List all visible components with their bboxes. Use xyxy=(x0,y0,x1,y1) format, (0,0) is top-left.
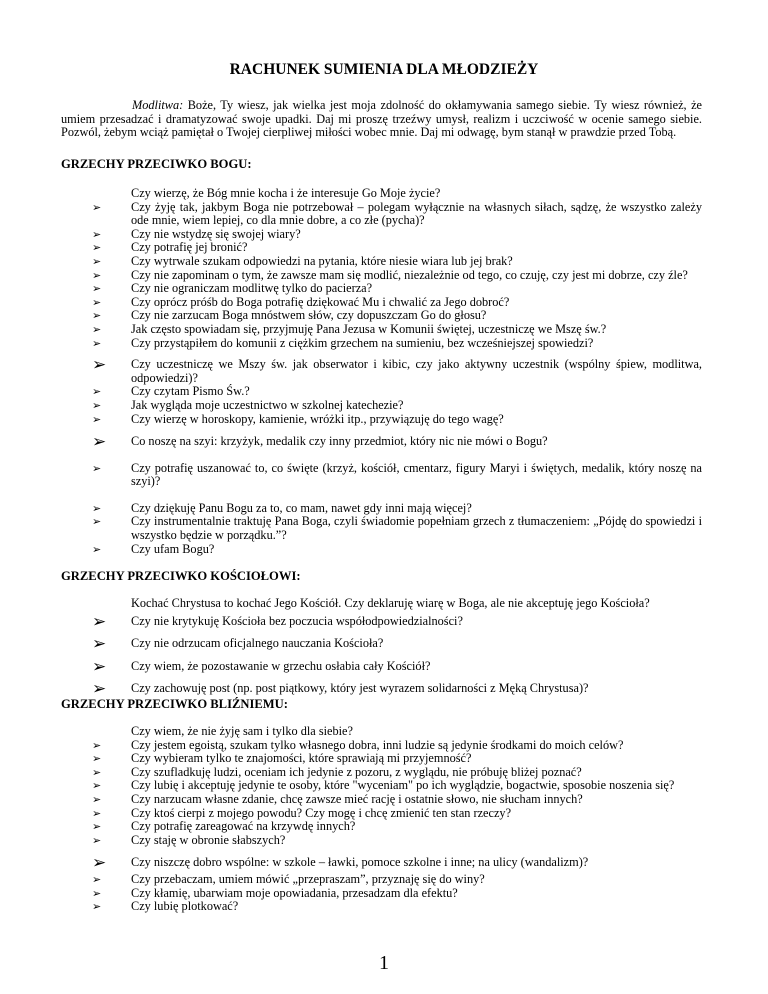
bullet-arrow-icon: ➢ xyxy=(92,886,102,900)
list-item: ➢ Czy staję w obronie słabszych? xyxy=(92,832,286,847)
list-item: ➢ Czy lubię i akceptuję jedynie te osoby, które "wyceniam" po ich wyglądzie, bogactwie, sposobie noszenia się? xyxy=(92,778,675,793)
list-item: ➢ Czy nie wstydzę się swojej wiary? xyxy=(92,226,301,241)
bullet-arrow-icon: ➢ xyxy=(92,515,102,529)
bullet-arrow-icon: ➢ xyxy=(92,241,102,255)
list-item: ➢ Czy potrafię uszanować to, co święte (krzyż, kościół, cmentarz, figury Maryi i świętych, medalik, który noszę na szyi)? xyxy=(92,460,702,489)
bullet-arrow-icon: ➢ xyxy=(92,398,102,412)
list-item-lead: Kochać Chrystusa to kochać Jego Kościół. Czy deklaruję wiarę w Boga, ale nie akceptuję jego Kościoła? xyxy=(131,596,650,610)
bullet-arrow-icon: ➢ xyxy=(92,872,102,886)
list-item: ➢ Czy uczestniczę we Mszy św. jak obserwator i kibic, czy jako aktywny uczestnik (wspólny śpiew, modlitwa, odpowiedzi)? xyxy=(92,355,702,385)
list-item: ➢ Czy żyję tak, jakbym Boga nie potrzebował – polegam wyłącznie na własnych siłach, sądzę, że wszystko zależy ode mnie, wiem lepiej, co dla mnie dobre, a co złe (pycha)? xyxy=(92,199,702,228)
bullet-arrow-icon: ➢ xyxy=(92,611,107,632)
list-item: ➢ Czy przystąpiłem do komunii z ciężkim grzechem na sumieniu, bez wcześniejszej spowiedzi? xyxy=(92,335,594,350)
list-item: ➢ Czy kłamię, ubarwiam moje opowiadania, przesadzam dla efektu? xyxy=(92,885,458,900)
bullet-arrow-icon: ➢ xyxy=(92,355,107,376)
list-item: ➢ Czy narzucam własne zdanie, chcę zawsze mieć rację i ostatnie słowo, nie słucham innych? xyxy=(92,791,583,806)
list-item: Czy wierzę, że Bóg mnie kocha i że interesuje Go Moje życie? xyxy=(131,186,441,200)
bullet-arrow-icon: ➢ xyxy=(92,501,102,515)
list-item: ➢ Czy instrumentalnie traktuję Pana Boga, czyli świadomie popełniam grzech z tłumaczeniem: „Pójdę do spowiedzi i wszystko będzie w porządku.”? xyxy=(92,514,702,543)
bullet-arrow-icon: ➢ xyxy=(92,461,102,475)
list-church xyxy=(92,596,702,700)
list-item: ➢ Czy szufladkuję ludzi, oceniam ich jedynie z pozoru, z wyglądu, nie próbuję bliżej poznać? xyxy=(92,764,582,779)
intro-prayer xyxy=(61,99,702,140)
section-heading-god: GRZECHY PRZECIWKO BOGU: xyxy=(61,157,252,171)
bullet-arrow-icon: ➢ xyxy=(92,295,102,309)
list-item: ➢ Czy dziękuję Panu Bogu za to, co mam, nawet gdy inni mają więcej? xyxy=(92,500,472,515)
prayer-label: Modlitwa: xyxy=(132,98,184,112)
list-item: ➢ Czy nie ograniczam modlitwę tylko do pacierza? xyxy=(92,281,373,296)
list-item: ➢ Czy nie zapominam o tym, że zawsze mam się modlić, niezależnie od tego, co czuję, czy jest mi dobrze, czy źle? xyxy=(92,267,688,282)
list-item: ➢ Jak często spowiadam się, przyjmuję Pana Jezusa w Komunii świętej, uczestniczę we Mszę św.? xyxy=(92,321,607,336)
list-item: ➢ Czy jestem egoistą, szukam tylko własnego dobra, inni ludzie są jedynie środkami do moich celów? xyxy=(92,737,624,752)
bullet-arrow-icon: ➢ xyxy=(92,336,102,350)
list-item-lead: Czy wiem, że nie żyję sam i tylko dla siebie? xyxy=(131,724,353,738)
bullet-arrow-icon: ➢ xyxy=(92,765,102,779)
bullet-arrow-icon: ➢ xyxy=(92,254,102,268)
list-item: ➢ Czy oprócz próśb do Boga potrafię dziękować Mu i chwalić za Jego dobroć? xyxy=(92,294,510,309)
bullet-arrow-icon: ➢ xyxy=(92,268,102,282)
document-title: RACHUNEK SUMIENIA DLA MŁODZIEŻY xyxy=(229,61,539,78)
bullet-arrow-icon: ➢ xyxy=(92,820,102,834)
bullet-arrow-icon: ➢ xyxy=(92,385,102,399)
list-item: ➢ Czy zachowuję post (np. post piątkowy, który jest wyrazem solidarności z Męką Chrystusa)? xyxy=(92,679,589,700)
list-neighbour xyxy=(92,725,702,914)
bullet-arrow-icon: ➢ xyxy=(92,227,102,241)
bullet-arrow-icon: ➢ xyxy=(92,200,102,214)
list-item: ➢ Czy potrafię jej bronić? xyxy=(92,240,248,255)
section-heading-neighbour: GRZECHY PRZECIWKO BLIŹNIEMU: xyxy=(61,697,288,711)
bullet-arrow-icon: ➢ xyxy=(92,779,102,793)
list-item: ➢ Czy wierzę w horoskopy, kamienie, wróżki itp., przywiązuję do tego wagę? xyxy=(92,411,504,426)
bullet-arrow-icon: ➢ xyxy=(92,679,107,700)
bullet-arrow-icon: ➢ xyxy=(92,752,102,766)
list-item: ➢ Czy nie zarzucam Boga mnóstwem słów, czy dopuszczam Go do głosu? xyxy=(92,308,487,323)
list-item: ➢ Czy nie krytykuję Kościoła bez poczucia współodpowiedzialności? xyxy=(92,611,463,632)
list-item: ➢ Co noszę na szyi: krzyżyk, medalik czy inny przedmiot, który nic nie mówi o Bogu? xyxy=(92,432,548,453)
bullet-arrow-icon: ➢ xyxy=(92,792,102,806)
page-number: 1 xyxy=(379,952,389,974)
list-item: ➢ Jak wygląda moje uczestnictwo w szkolnej katechezie? xyxy=(92,397,404,412)
bullet-arrow-icon: ➢ xyxy=(92,412,102,426)
list-item: ➢ Czy lubię plotkować? xyxy=(92,899,239,914)
bullet-arrow-icon: ➢ xyxy=(92,432,107,453)
list-god xyxy=(92,187,702,556)
bullet-arrow-icon: ➢ xyxy=(92,738,102,752)
list-item: ➢ Czy ktoś cierpi z mojego powodu? Czy mogę i chcę zmienić ten stan rzeczy? xyxy=(92,805,512,820)
list-item: ➢ Czy wiem, że pozostawanie w grzechu osłabia cały Kościół? xyxy=(92,656,431,677)
list-item: ➢ Czy czytam Pismo Św.? xyxy=(92,384,250,399)
list-item: ➢ Czy ufam Bogu? xyxy=(92,541,215,556)
list-item: ➢ Czy wybieram tylko te znajomości, które sprawiają mi przyjemność? xyxy=(92,751,472,766)
list-item: ➢ Czy wytrwale szukam odpowiedzi na pytania, które niesie wiara lub jej brak? xyxy=(92,253,513,268)
section-heading-church: GRZECHY PRZECIWKO KOŚCIOŁOWI: xyxy=(61,569,301,583)
bullet-arrow-icon: ➢ xyxy=(92,634,107,655)
bullet-arrow-icon: ➢ xyxy=(92,900,102,914)
list-item: ➢ Czy nie odrzucam oficjalnego nauczania Kościoła? xyxy=(92,634,384,655)
bullet-arrow-icon: ➢ xyxy=(92,656,107,677)
bullet-arrow-icon: ➢ xyxy=(92,542,102,556)
list-item: ➢ Czy przebaczam, umiem mówić „przepraszam”, przyznaję się do winy? xyxy=(92,871,485,886)
bullet-arrow-icon: ➢ xyxy=(92,282,102,296)
bullet-arrow-icon: ➢ xyxy=(92,853,107,874)
list-item: ➢ Czy potrafię zareagować na krzywdę innych? xyxy=(92,819,356,834)
bullet-arrow-icon: ➢ xyxy=(92,322,102,336)
list-item: ➢ Czy niszczę dobro wspólne: w szkole – ławki, pomoce szkolne i inne; na ulicy (wandalizm)? xyxy=(92,853,589,874)
bullet-arrow-icon: ➢ xyxy=(92,806,102,820)
bullet-arrow-icon: ➢ xyxy=(92,309,102,323)
prayer-text: Boże, Ty wiesz, jak wielka jest moja zdolność do okłamywania samego siebie. Ty wiesz również, że umiem przesadzać i dramatyzować swoje upadki. Daj mi proszę trzeźwy umysł, realizm i uczciwość w ocenie samego siebie. Pozwól, żebym wciąż pamiętał o Twojej cierpliwej miłości wobec mnie. Daj mi odwagę, bym stanął w prawdzie przed Tobą. xyxy=(61,98,702,140)
bullet-arrow-icon: ➢ xyxy=(92,833,102,847)
